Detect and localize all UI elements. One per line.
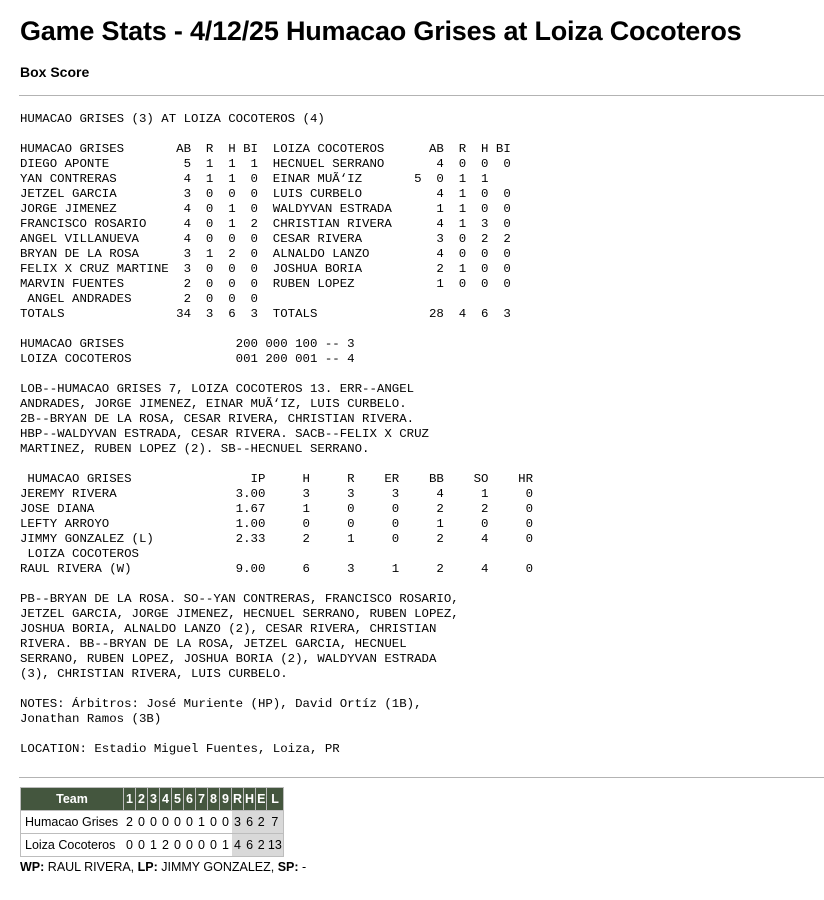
linescore-inning-cell: 2: [160, 834, 172, 857]
linescore-inning-cell: 0: [220, 811, 232, 834]
linescore-header-inning: 3: [148, 788, 160, 811]
sp-value: -: [298, 860, 307, 874]
linescore-inning-cell: 0: [172, 811, 184, 834]
sp-label: SP:: [277, 860, 299, 874]
linescore-team-name: Humacao Grises: [21, 811, 124, 834]
wp-value: RAUL RIVERA,: [44, 860, 138, 874]
linescore-inning-cell: 0: [148, 811, 160, 834]
linescore-header-inning: 2: [136, 788, 148, 811]
linescore-lob-cell: 7: [267, 811, 283, 834]
linescore-inning-cell: 1: [196, 811, 208, 834]
linescore-runs-cell: 3: [232, 811, 244, 834]
linescore-header-inning: 9: [220, 788, 232, 811]
lp-label: LP:: [137, 860, 158, 874]
pitching-decisions: [20, 859, 824, 875]
linescore-header-inning: 4: [160, 788, 172, 811]
linescore-inning-cell: 0: [208, 811, 220, 834]
linescore-inning-cell: 1: [148, 834, 160, 857]
linescore-inning-cell: 0: [196, 834, 208, 857]
linescore-runs-cell: 4: [232, 834, 244, 857]
linescore-header-inning: 7: [196, 788, 208, 811]
wp-label: WP:: [20, 860, 45, 874]
linescore-header-inning: 8: [208, 788, 220, 811]
linescore-header-total: L: [267, 788, 283, 811]
linescore-inning-cell: 0: [124, 834, 136, 857]
box-score-text: HUMACAO GRISES (3) AT LOIZA COCOTEROS (4) HUMACAO GRISES AB R H BI LOIZA COCOTEROS AB R H BI DIEGO APONTE 5 1 1 1 HECNUEL SERRANO 4 0 0 0 YAN CONTRERAS 4 1 1 0 EINAR MUÃ‘IZ 5 0 1 1 JETZEL GARCIA 3 0 0 0 LUIS CURBELO 4 1 0 0 JORGE JIMENEZ 4 0 1 0 WALDYVAN ESTRADA 1 1 0 0 FRANCISCO ROSARIO 4 0 1 2 CHRISTIAN RIVERA 4 1 3 0 ANGEL VILLANUEVA 4 0 0 0 CESAR RIVERA 3 0 2 2 BRYAN DE LA ROSA 3 1 2 0 ALNALDO LANZO 4 0 0 0 FELIX X CRUZ MARTINE 3 0 0 0 JOSHUA BORIA 2 1 0 0 MARVIN FUENTES 2 0 0 0 RUBEN LOPEZ 1 0 0 0 ANGEL ANDRADES 2 0 0 0 TOTALS 34 3 6 3 TOTALS 28 4 6 3 HUMACAO GRISES 200 000 100 -- 3 LOIZA COCOTEROS 001 200 001 -- 4 LOB--HUMACAO GRISES 7, LOIZA COCOTEROS 13. ERR--ANGEL ANDRADES, JORGE JIMENEZ, EINAR MUÃ‘IZ, LUIS CURBELO. 2B--BRYAN DE LA ROSA, CESAR RIVERA, CHRISTIAN RIVERA. HBP--WALDYVAN ESTRADA, CESAR RIVERA. SACB--FELIX X CRUZ MARTINEZ, RUBEN LOPEZ (2). SB--HECNUEL SERRANO. HUMACAO GRISES IP H R ER BB SO HR JEREMY RIVERA 3.00 3 3 3 4 1 0 JOSE DIANA 1.67 1 0 0 2 2 0 LEFTY ARROYO 1.00 0 0 0 1 0 0 JIMMY GONZALEZ (L) 2.33 2 1 0 2 4 0 LOIZA COCOTEROS RAUL RIVERA (W) 9.00 6 3 1 2 4 0 PB--BRYAN DE LA ROSA. SO--YAN CONTRERAS, FRANCISCO ROSARIO, JETZEL GARCIA, JORGE JIMENEZ, HECNUEL SERRANO, RUBEN LOPEZ, JOSHUA BORIA, ALNALDO LANZO (2), CESAR RIVERA, CHRISTIAN RIVERA. BB--BRYAN DE LA ROSA, JETZEL GARCIA, HECNUEL SERRANO, RUBEN LOPEZ, JOSHUA BORIA (2), WALDYVAN ESTRADA (3), CHRISTIAN RIVERA, LUIS CURBELO. NOTES: Árbitros: José Muriente (HP), David Ortíz (1B), Jonathan Ramos (3B) LOCATION: Estadio Miguel Fuentes, Loiza, PR: [20, 112, 534, 756]
linescore-inning-cell: 1: [220, 834, 232, 857]
page-title: Game Stats - 4/12/25 Humacao Grises at Loiza Cocoteros: [20, 16, 742, 46]
linescore-lob-cell: 13: [267, 834, 283, 857]
linescore-header-row: [21, 788, 284, 811]
linescore-inning-cell: 0: [136, 811, 148, 834]
linescore-header-total: H: [244, 788, 256, 811]
linescore-errors-cell: 2: [256, 834, 267, 857]
linescore-header-total: R: [232, 788, 244, 811]
linescore-inning-cell: 0: [208, 834, 220, 857]
linescore-header-team: Team: [21, 788, 124, 811]
linescore-inning-cell: 0: [184, 811, 196, 834]
linescore-hits-cell: 6: [244, 811, 256, 834]
linescore-team-name: Loiza Cocoteros: [21, 834, 124, 857]
divider-bottom: [19, 777, 824, 778]
linescore-inning-cell: 0: [136, 834, 148, 857]
linescore-header-total: E: [256, 788, 267, 811]
linescore-inning-cell: 2: [124, 811, 136, 834]
linescore-header-inning: 5: [172, 788, 184, 811]
linescore-errors-cell: 2: [256, 811, 267, 834]
linescore-header-inning: 1: [124, 788, 136, 811]
linescore-hits-cell: 6: [244, 834, 256, 857]
lp-value: JIMMY GONZALEZ,: [157, 860, 278, 874]
linescore-inning-cell: 0: [160, 811, 172, 834]
linescore-inning-cell: 0: [172, 834, 184, 857]
linescore-table: [20, 787, 284, 857]
linescore-header-inning: 6: [184, 788, 196, 811]
divider-top: [19, 95, 824, 96]
linescore-row: [21, 834, 284, 857]
linescore-inning-cell: 0: [184, 834, 196, 857]
section-title-box-score: Box Score: [20, 64, 90, 80]
linescore-row: [21, 811, 284, 834]
